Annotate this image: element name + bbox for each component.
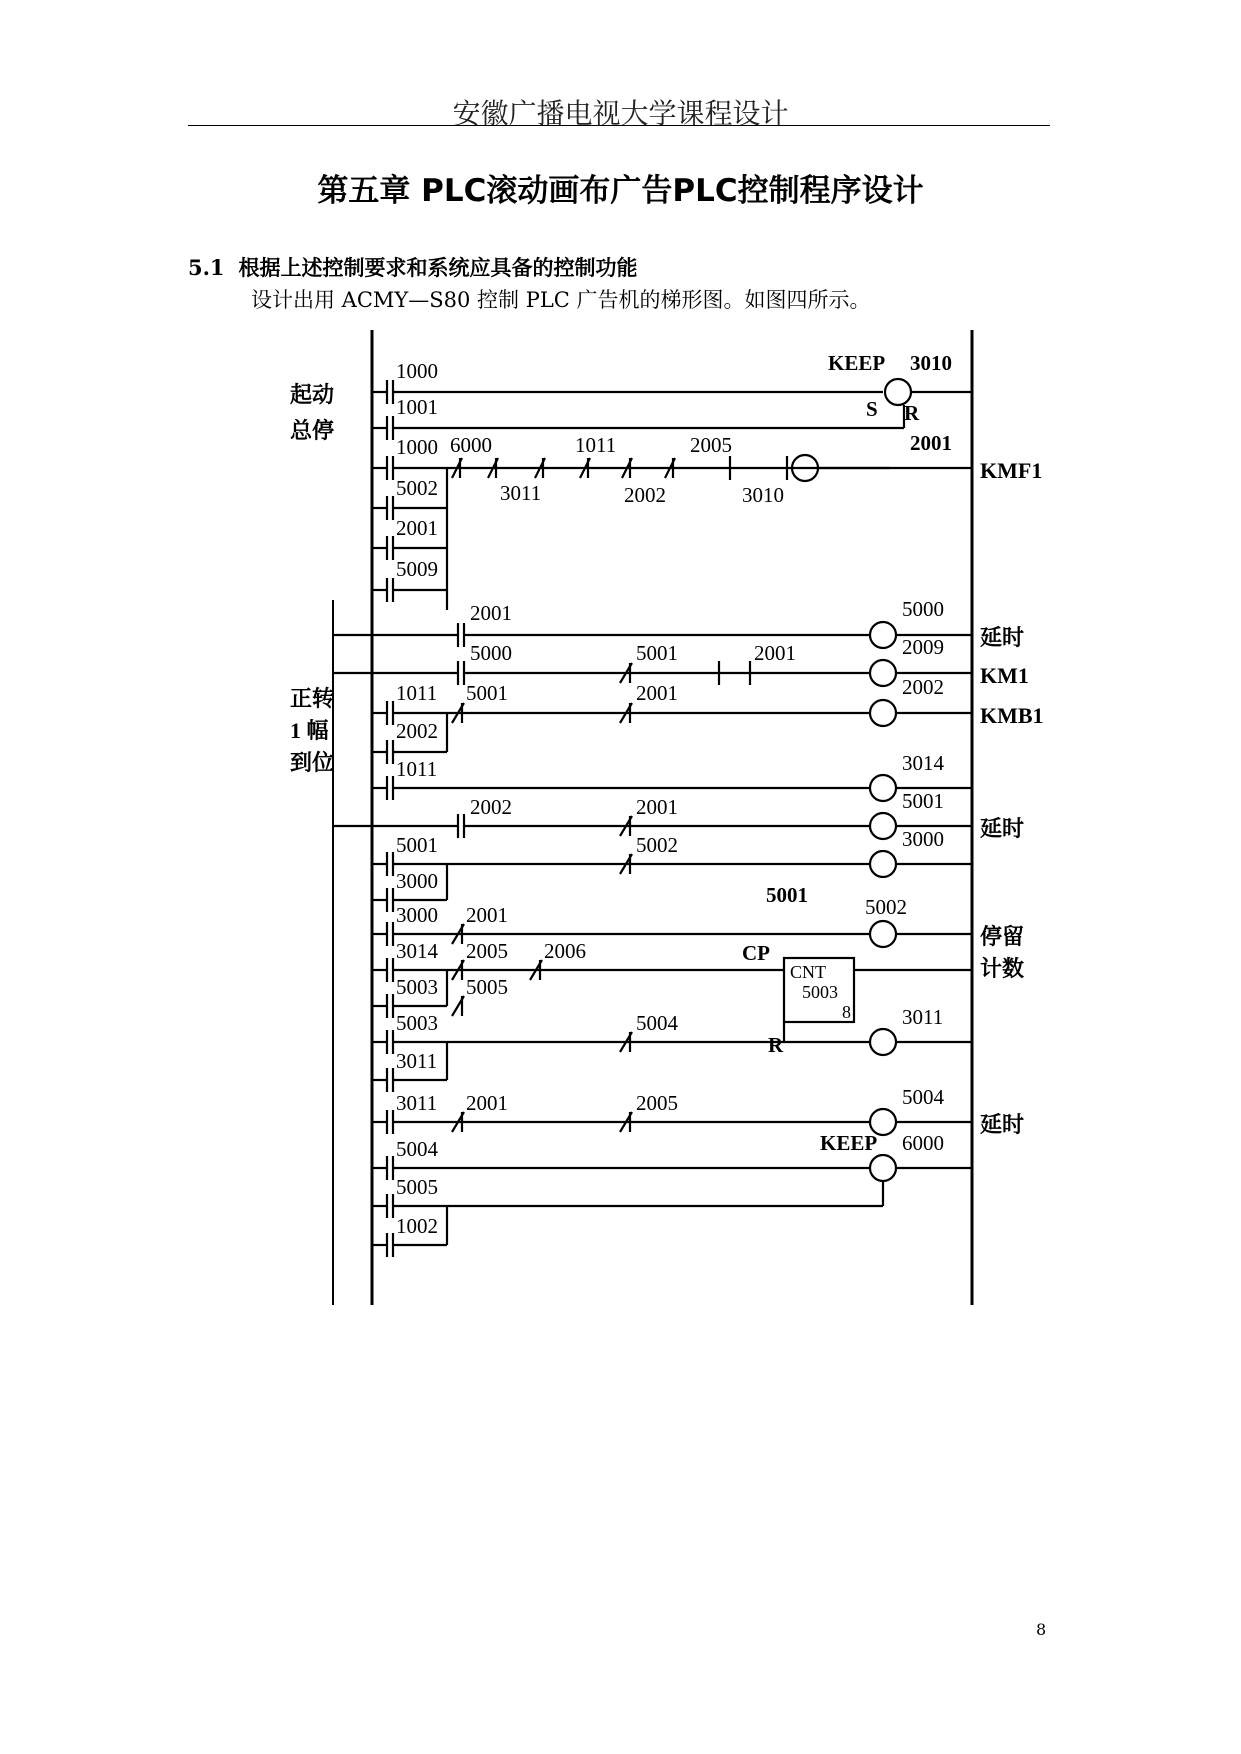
contact-label: 3011	[396, 1091, 438, 1115]
contact-label: 2001	[466, 1091, 508, 1115]
contact-label: 2001	[466, 903, 508, 927]
contact-label: 5001	[396, 833, 438, 857]
contact-label: 2005	[636, 1091, 678, 1115]
contact-label: 3011	[396, 1049, 438, 1073]
contact-label: 5002	[636, 833, 678, 857]
coil-label: 5000	[902, 597, 944, 621]
contact-label: 2001	[636, 681, 678, 705]
contact-label: 2005	[466, 939, 508, 963]
coil-label: 5001	[902, 789, 944, 813]
left-notes	[290, 382, 335, 775]
coil-label: 5004	[902, 1085, 944, 1109]
contact-label: 3010	[742, 483, 784, 507]
left-note-one-frame: 1 幅	[290, 718, 329, 743]
contact-label: 5001	[466, 681, 508, 705]
right-note-count: 计数	[980, 956, 1025, 981]
right-note-delay-2: 延时	[980, 816, 1025, 841]
contact-label: 5009	[396, 557, 438, 581]
contact-label: 3000	[396, 869, 438, 893]
left-note-stop: 总停	[290, 418, 335, 443]
contact-label: 2001	[754, 641, 796, 665]
contact-label: 2002	[396, 719, 438, 743]
right-note-delay-3: 延时	[980, 1112, 1025, 1137]
left-note-arrive: 到位	[290, 750, 335, 775]
cnt-label: CNT	[790, 962, 826, 982]
right-notes	[980, 458, 1044, 1137]
contact-label: 5003	[396, 1011, 438, 1035]
section-title: 根据上述控制要求和系统应具备的控制功能	[238, 255, 638, 280]
contact-label: 1000	[396, 435, 438, 459]
cp-label: CP	[742, 941, 770, 965]
coil-labels	[865, 351, 952, 1155]
coil-label: 2001	[910, 431, 952, 455]
contact-label: 2002	[624, 483, 666, 507]
stray-label: 5001	[766, 883, 808, 907]
left-note-start: 起动	[290, 382, 335, 407]
contact-label: 3011	[500, 481, 542, 505]
coil-label: 3000	[902, 827, 944, 851]
page-number: 8	[1036, 1620, 1047, 1639]
keep-label-2: KEEP	[820, 1131, 878, 1155]
coil-label: 3014	[902, 751, 944, 775]
contact-label: 5001	[636, 641, 678, 665]
page-header: 安徽广播电视大学课程设计	[452, 97, 789, 130]
contact-label: 2001	[636, 795, 678, 819]
contact-label: 5002	[396, 476, 438, 500]
contact-label: 5004	[396, 1137, 438, 1161]
counter-box-text	[790, 962, 851, 1022]
contact-label: 2001	[470, 601, 512, 625]
right-note-dwell: 停留	[980, 924, 1025, 949]
body-paragraph: 设计出用 ACMY—S80 控制 PLC 广告机的梯形图。如图四所示。	[251, 288, 871, 312]
counter-reset-label: R	[768, 1033, 784, 1057]
contact-labels	[396, 359, 796, 1238]
contact-label: 5005	[396, 1175, 438, 1199]
contact-label: 2005	[690, 433, 732, 457]
contact-label: 1002	[396, 1214, 438, 1238]
contact-label: 2001	[396, 516, 438, 540]
contact-label: 3014	[396, 939, 438, 963]
coil-label: 2002	[902, 675, 944, 699]
contact-label: 3000	[396, 903, 438, 927]
contact-label: 2002	[470, 795, 512, 819]
set-label: S	[866, 397, 878, 421]
contact-label: 1000	[396, 359, 438, 383]
coil-label: 3011	[902, 1005, 944, 1029]
right-note-kmf1: KMF1	[980, 458, 1043, 483]
right-note-km1: KM1	[980, 663, 1029, 688]
contact-label: 1011	[396, 681, 438, 705]
coil-label: 2009	[902, 635, 944, 659]
cnt-preset: 8	[842, 1002, 851, 1022]
chapter-title: 第五章 PLC滚动画布广告PLC控制程序设计	[317, 173, 924, 209]
header-rule	[188, 125, 1050, 126]
contact-label: 1011	[396, 757, 438, 781]
contact-label: 6000	[450, 433, 492, 457]
ladder-diagram	[290, 330, 1070, 1320]
contact-label: 5005	[466, 975, 508, 999]
coil-label: 6000	[902, 1131, 944, 1155]
right-note-kmb1: KMB1	[980, 703, 1044, 728]
section-heading	[188, 252, 638, 282]
contact-label: 1011	[575, 433, 617, 457]
cnt-number: 5003	[802, 982, 838, 1002]
left-note-forward: 正转	[290, 686, 335, 711]
coil-label: 5002	[865, 895, 907, 919]
contact-label: 5000	[470, 641, 512, 665]
contact-label: 1001	[396, 395, 438, 419]
contact-label: 5004	[636, 1011, 678, 1035]
coil-label: 3010	[910, 351, 952, 375]
section-number: 5.1	[188, 255, 225, 280]
reset-label: R	[904, 401, 920, 425]
contact-label: 2006	[544, 939, 586, 963]
contact-label: 5003	[396, 975, 438, 999]
right-note-delay-1: 延时	[980, 625, 1025, 650]
keep-label-1: KEEP	[828, 351, 886, 375]
